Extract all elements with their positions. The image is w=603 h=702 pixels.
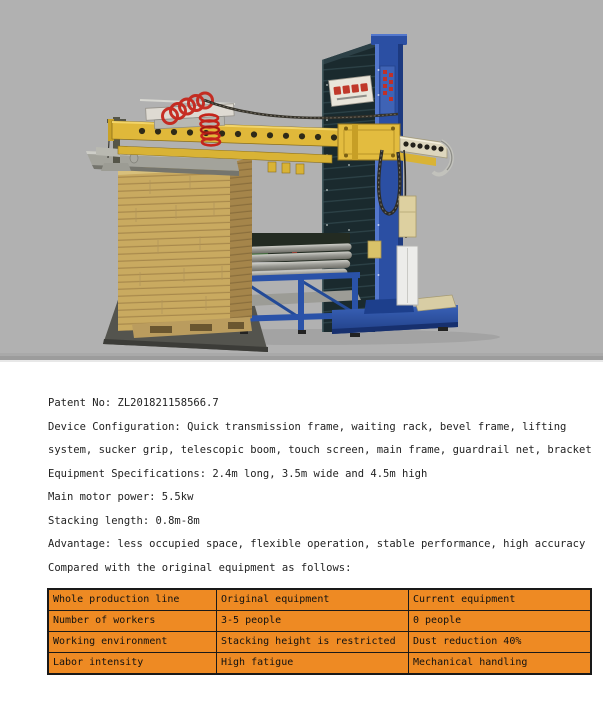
- spec-line-motor-power: Main motor power: 5.5kw: [48, 491, 194, 503]
- cell-number-of-workers: Number of workers: [48, 611, 217, 632]
- spec-section: [0, 362, 603, 580]
- cell-working-environment: Working environment: [48, 632, 217, 653]
- spec-line-advantage: Advantage: less occupied space, flexible operation, stable performance, high accuracy: [48, 538, 586, 550]
- cell-environment-original: Stacking height is restricted: [217, 632, 409, 653]
- cell-whole-production-line: Whole production line: [48, 589, 217, 611]
- cell-workers-current: 0 people: [409, 611, 592, 632]
- cell-labor-intensity: Labor intensity: [48, 653, 217, 675]
- spec-line-configuration-2: system, sucker grip, telescopic boom, touch screen, main frame, guardrail net, bracket: [48, 444, 592, 456]
- comparison-table: [47, 588, 592, 675]
- spec-line-patent: Patent No: ZL201821158566.7: [48, 397, 219, 409]
- cell-environment-current: Dust reduction 40%: [409, 632, 592, 653]
- spec-line-stacking-length: Stacking length: 0.8m-8m: [48, 514, 200, 527]
- table-row-header: [48, 589, 591, 611]
- cell-intensity-current: Mechanical handling: [409, 653, 592, 675]
- vertical-sign: [380, 66, 395, 114]
- control-cabinet: [397, 246, 418, 305]
- cell-intensity-original: High fatigue: [217, 653, 409, 675]
- cell-original-equipment: Original equipment: [217, 589, 409, 611]
- cell-workers-original: 3-5 people: [217, 611, 409, 632]
- pendant-box: [399, 196, 416, 237]
- panel-stack: [118, 158, 252, 338]
- cell-current-equipment: Current equipment: [409, 589, 592, 611]
- table-row-workers: [48, 611, 591, 632]
- spec-line-compare-intro: Compared with the original equipment as follows:: [48, 561, 352, 574]
- table-row-intensity: [48, 653, 591, 675]
- spec-line-configuration-1: Device Configuration: Quick transmission frame, waiting rack, bevel frame, lifting: [48, 420, 567, 433]
- table-row-environment: [48, 632, 591, 653]
- column-yellow-plate: [368, 241, 381, 258]
- spec-line-dimensions: Equipment Specifications: 2.4m long, 3.5m wide and 4.5m high: [48, 467, 428, 480]
- brand-label-plate: [329, 76, 374, 107]
